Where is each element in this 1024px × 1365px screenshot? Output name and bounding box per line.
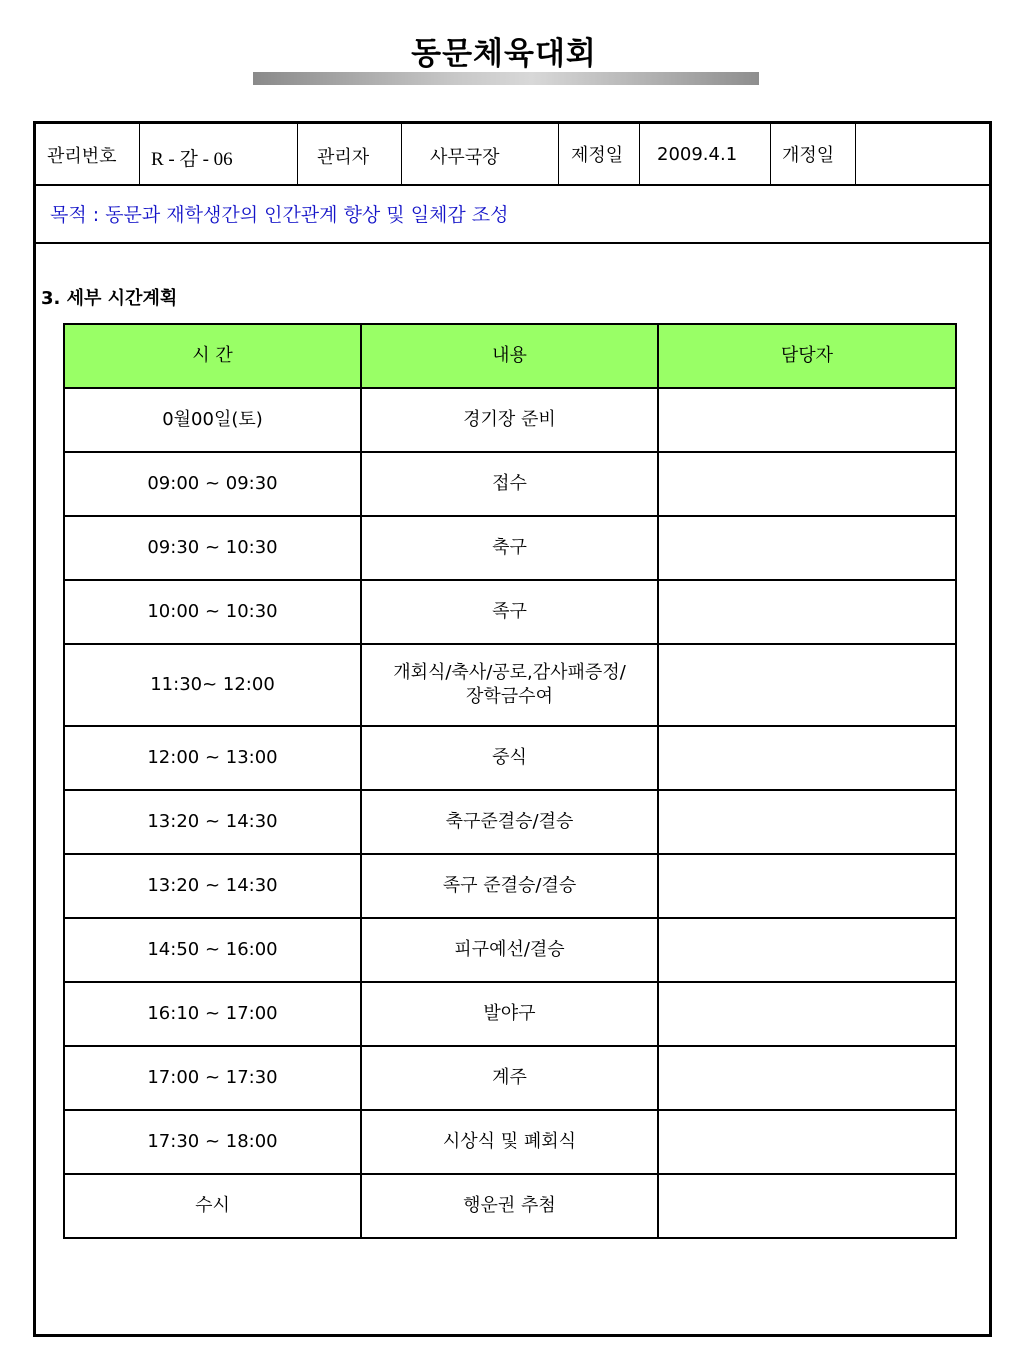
table-row — [64, 1110, 956, 1174]
column-header-content: 내용 — [361, 324, 658, 388]
person-cell — [658, 516, 956, 580]
content-cell: 계주 — [361, 1046, 658, 1110]
table-row — [64, 1046, 956, 1110]
mgmt-no-value-cell — [140, 124, 298, 184]
person-cell — [658, 580, 956, 644]
person-cell — [658, 790, 956, 854]
time-cell: 12:00 ~ 13:00 — [64, 726, 361, 790]
table-row — [64, 918, 956, 982]
time-cell: 17:00 ~ 17:30 — [64, 1046, 361, 1110]
manager-label-cell — [298, 124, 402, 184]
table-row — [64, 854, 956, 918]
person-cell — [658, 1110, 956, 1174]
person-cell — [658, 452, 956, 516]
time-cell: 16:10 ~ 17:00 — [64, 982, 361, 1046]
document-title: 동문체육대회 — [411, 36, 597, 72]
content-cell: 피구예선/결승 — [361, 918, 658, 982]
time-cell: 10:00 ~ 10:30 — [64, 580, 361, 644]
table-row — [64, 1174, 956, 1238]
table-row — [64, 388, 956, 452]
content-cell: 족구 준결승/결승 — [361, 854, 658, 918]
mgmt-no-label: 관리번호 — [47, 146, 117, 167]
revised-value-cell — [856, 124, 989, 184]
person-cell — [658, 1174, 956, 1238]
column-header-time: 시 간 — [64, 324, 361, 388]
time-cell: 14:50 ~ 16:00 — [64, 918, 361, 982]
revised-label-cell — [771, 124, 856, 184]
person-cell — [658, 644, 956, 726]
content-cell: 족구 — [361, 580, 658, 644]
person-cell — [658, 982, 956, 1046]
column-header-person: 담당자 — [658, 324, 956, 388]
enacted-label-cell — [559, 124, 640, 184]
management-info-row — [36, 124, 989, 186]
revised-label: 개정일 — [782, 145, 835, 166]
manager-value: 사무국장 — [430, 147, 500, 168]
person-cell — [658, 388, 956, 452]
content-cell: 발야구 — [361, 982, 658, 1046]
person-cell — [658, 726, 956, 790]
section-title: 3. 세부 시간계획 — [41, 288, 178, 309]
content-cell: 축구 — [361, 516, 658, 580]
time-cell: 수시 — [64, 1174, 361, 1238]
table-row — [64, 726, 956, 790]
table-row — [64, 516, 956, 580]
time-cell: 11:30~ 12:00 — [64, 644, 361, 726]
title-underline-bar — [253, 72, 759, 85]
time-cell: 0월00일(토) — [64, 388, 361, 452]
time-cell: 09:30 ~ 10:30 — [64, 516, 361, 580]
table-row — [64, 580, 956, 644]
schedule-table — [63, 323, 957, 1239]
mgmt-no-value: R - 감 - 06 — [151, 149, 233, 170]
content-cell: 시상식 및 폐회식 — [361, 1110, 658, 1174]
person-cell — [658, 1046, 956, 1110]
time-cell: 09:00 ~ 09:30 — [64, 452, 361, 516]
table-row — [64, 790, 956, 854]
document-frame — [33, 121, 992, 1337]
content-cell: 중식 — [361, 726, 658, 790]
content-cell: 축구준결승/결승 — [361, 790, 658, 854]
enacted-value: 2009.4.1 — [657, 144, 738, 165]
content-cell: 경기장 준비 — [361, 388, 658, 452]
time-cell: 17:30 ~ 18:00 — [64, 1110, 361, 1174]
time-cell: 13:20 ~ 14:30 — [64, 790, 361, 854]
content-cell: 행운권 추첨 — [361, 1174, 658, 1238]
table-row — [64, 452, 956, 516]
purpose-row — [36, 186, 989, 244]
purpose-text: 목적 : 동문과 재학생간의 인간관계 향상 및 일체감 조성 — [50, 204, 509, 226]
enacted-label: 제정일 — [571, 145, 624, 166]
manager-value-cell — [402, 124, 559, 184]
person-cell — [658, 918, 956, 982]
enacted-value-cell — [640, 124, 771, 184]
table-row — [64, 982, 956, 1046]
content-cell: 개회식/축사/공로,감사패증정/장학금수여 — [361, 644, 658, 726]
person-cell — [658, 854, 956, 918]
time-cell: 13:20 ~ 14:30 — [64, 854, 361, 918]
table-header-row — [64, 324, 956, 388]
manager-label: 관리자 — [317, 147, 370, 168]
table-row — [64, 644, 956, 726]
content-cell: 접수 — [361, 452, 658, 516]
mgmt-no-label-cell — [36, 124, 140, 184]
